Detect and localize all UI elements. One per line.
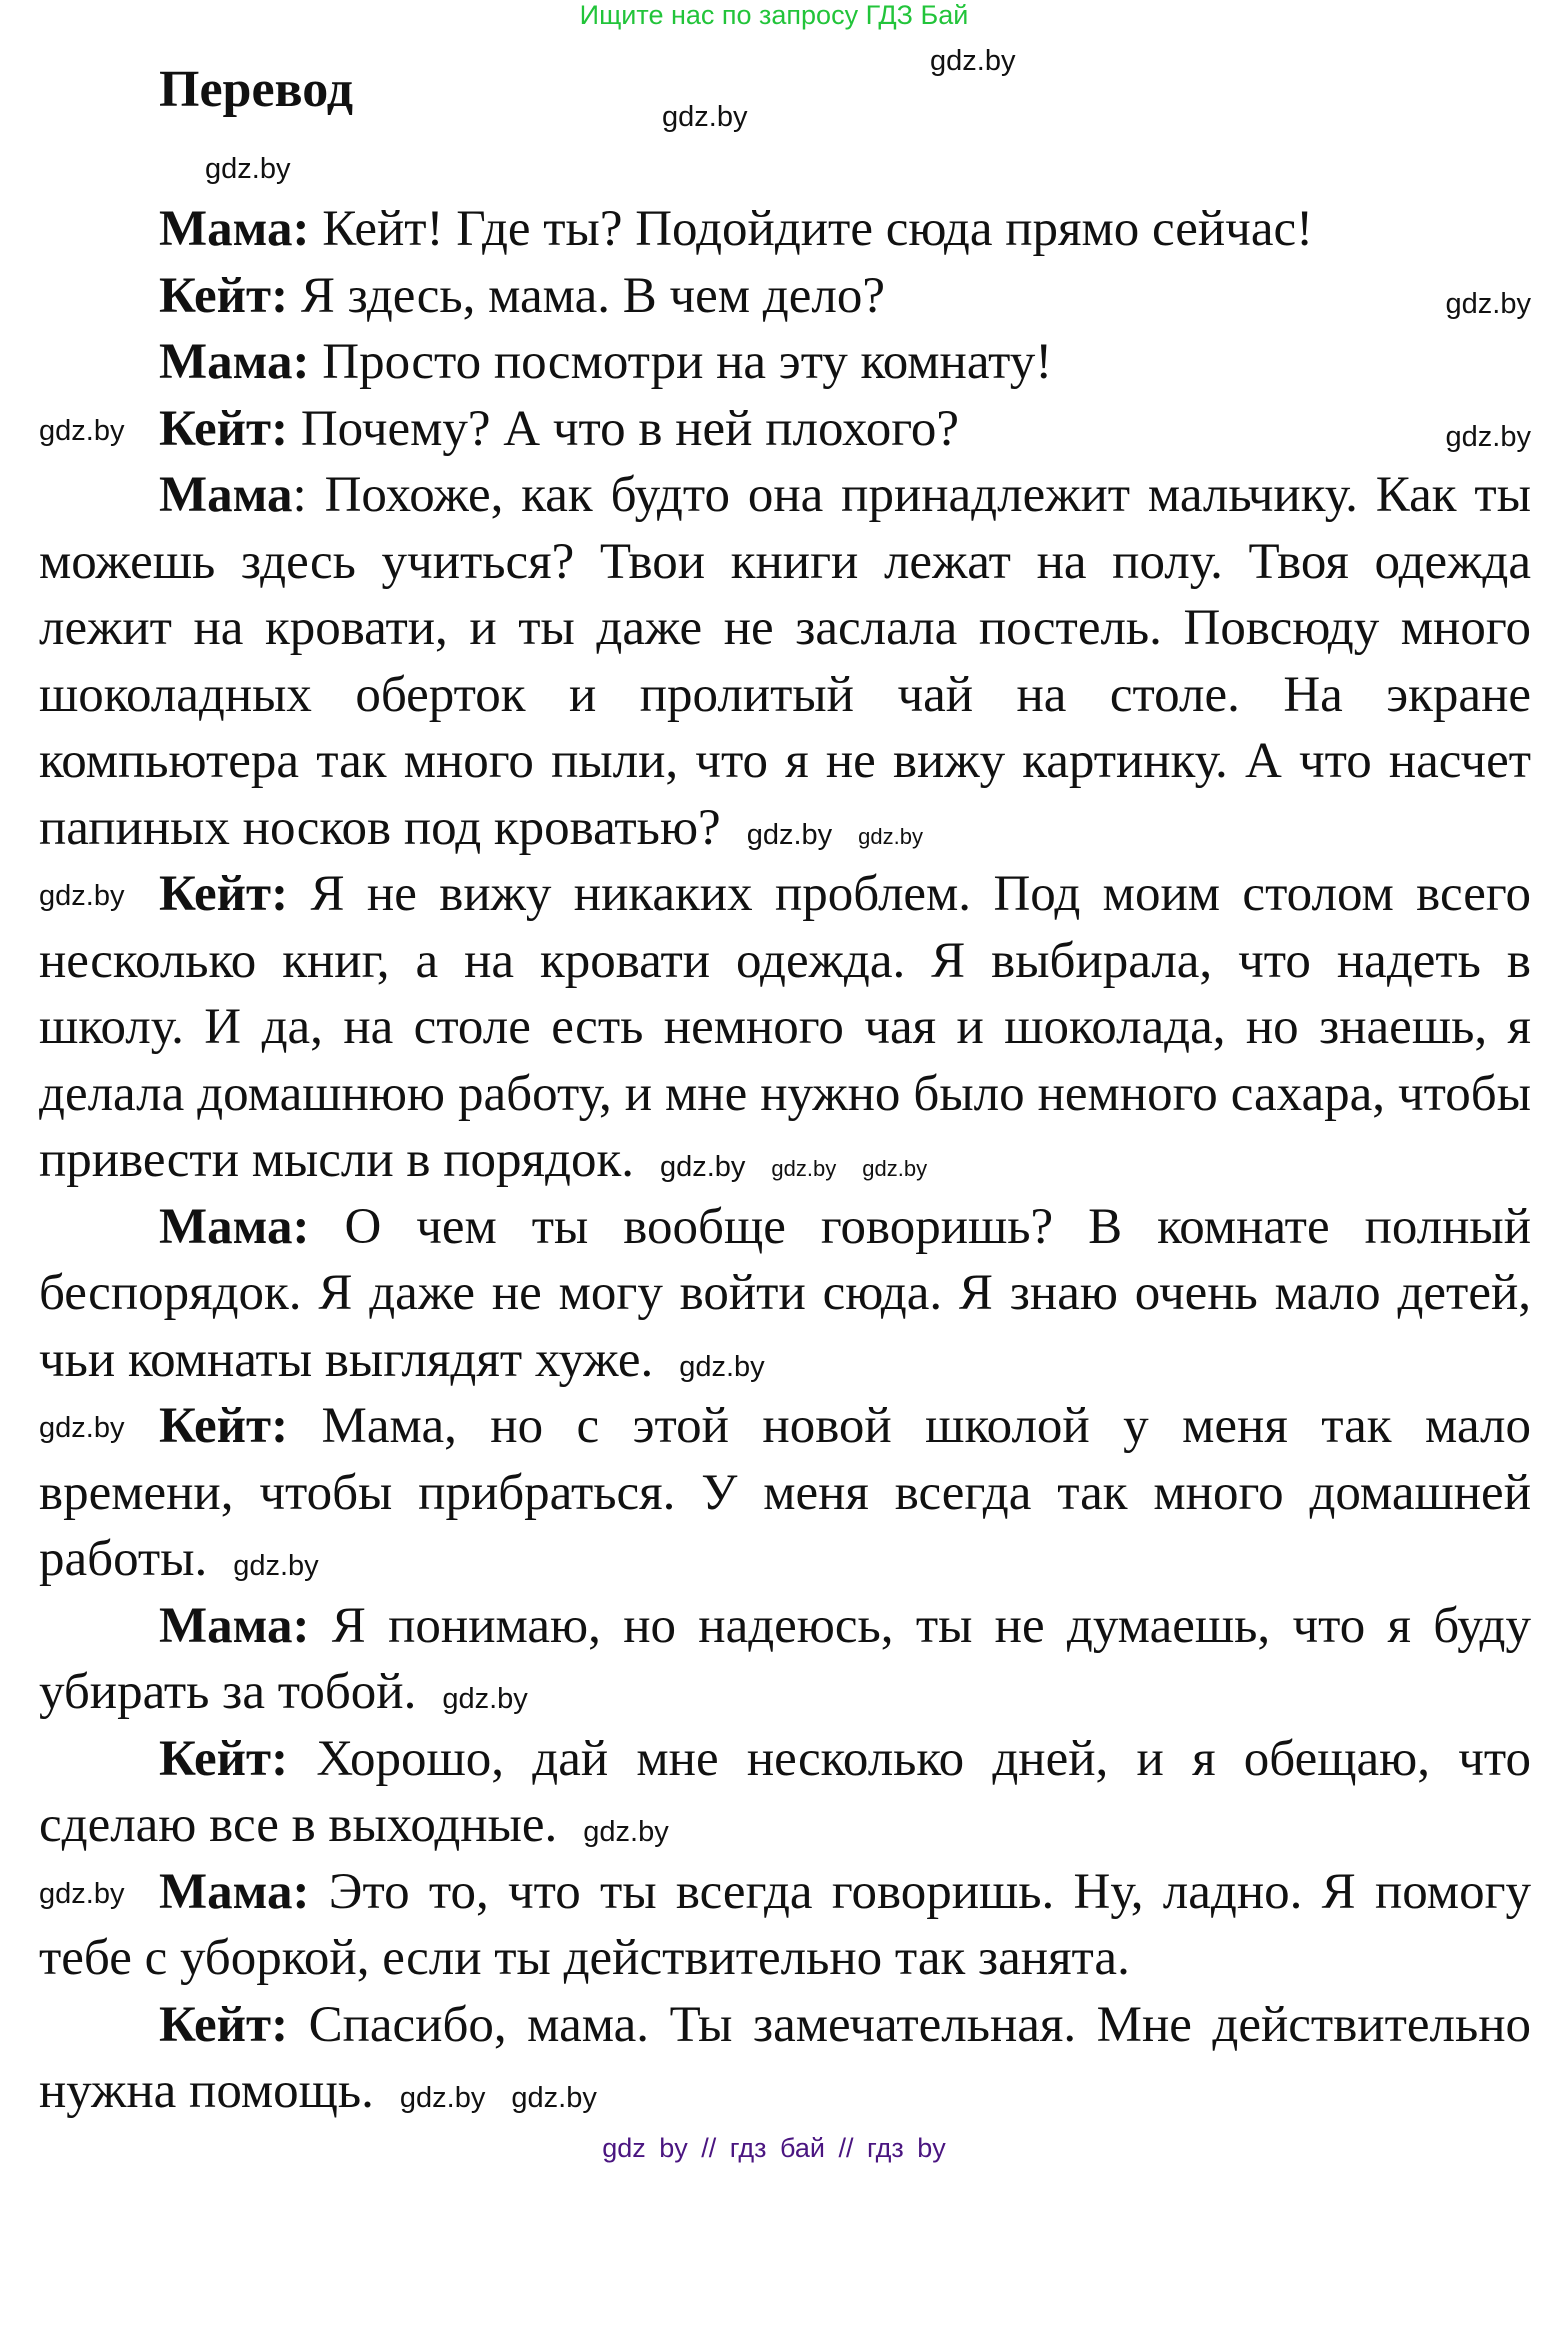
speaker: Мама: <box>159 1597 310 1654</box>
speaker: Мама: <box>159 1863 310 1920</box>
dialogue-line <box>39 396 1531 463</box>
dialogue-line <box>39 196 1531 263</box>
footer-links: gdz by // гдз бай // гдз by <box>602 2132 946 2163</box>
line-text: Кейт! Где ты? Подойдите сюда прямо сейчас! <box>309 201 1314 257</box>
dialogue-line <box>39 861 1531 1194</box>
speaker: Мама <box>159 467 293 523</box>
line-text: Я здесь, мама. В чем дело? <box>288 267 885 324</box>
watermark: gdz.by <box>771 1156 837 1181</box>
watermark: gdz.by <box>399 2082 486 2114</box>
line-text: Я не вижу никаких проблем. Под моим столом всего несколько книг, а на кровати одежда. Я выбирала, что надеть в школу. И да, на столе есть немного чая и шоколада, но знаешь, я делала домашнюю работу, и мне нужно было немного сахара, чтобы привести мысли в порядок. <box>39 866 1531 1188</box>
watermark: gdz.by <box>679 1350 765 1383</box>
watermark: gdz.by <box>39 1412 125 1444</box>
line-text: : Похоже, как будто она принадлежит мальчику. Как ты можешь здесь учиться? Твои книги лежат на полу. Твоя одежда лежит на кровати, и ты даже не заслала постель. Повсюду много шоколадных оберток и пролитый чай на столе. На экране компьютера так много пыли, что я не вижу картинку. А что насчет папиных носков под кроватью? <box>39 467 1531 856</box>
speaker: Кейт: <box>159 1730 289 1787</box>
dialogue-line <box>39 1393 1531 1593</box>
page-title: Перевод <box>159 61 354 118</box>
line-text: Хорошо, дай мне несколько дней, и я обещаю, что сделаю все в выходные. <box>39 1730 1531 1853</box>
watermark: gdz.by <box>442 1683 528 1715</box>
speaker: Кейт: <box>159 1398 289 1454</box>
dialogue-line <box>39 1992 1531 2125</box>
watermark: gdz.by <box>39 880 125 912</box>
line-text: Это то, что ты всегда говоришь. Ну, ладно. Я помогу тебе с уборкой, если ты действительно так занята. <box>39 1863 1531 1986</box>
speaker: Кейт: <box>159 1996 289 2053</box>
watermark: gdz.by <box>858 823 923 849</box>
dialogue-line <box>39 1194 1531 1394</box>
watermark: gdz.by <box>662 101 748 133</box>
line-text: Мама, но с этой новой школой у меня так мало времени, чтобы прибраться. У меня всегда так много домашней работы. <box>39 1398 1531 1587</box>
speaker: Кейт: <box>159 400 289 457</box>
watermark: gdz.by <box>233 1550 319 1582</box>
speaker: Кейт: <box>159 866 289 922</box>
dialogue-line <box>39 329 1531 396</box>
speaker: Мама: <box>159 334 310 390</box>
watermark: gdz.by <box>930 45 1016 77</box>
dialogue-line <box>39 1593 1531 1726</box>
watermark: gdz.by <box>583 1816 669 1848</box>
watermark: gdz.by <box>1445 420 1531 453</box>
line-text: Я понимаю, но надеюсь, ты не думаешь, что я буду убирать за тобой. <box>39 1597 1531 1720</box>
line-text: Почему? А что в ней плохого? <box>288 400 960 457</box>
dialogue-text <box>39 0 1531 2125</box>
line-text: О чем ты вообще говоришь? В комнате полный беспорядок. Я даже не могу войти сюда. Я знаю очень мало детей, чьи комнаты выглядят хуже. <box>39 1198 1531 1388</box>
watermark: gdz.by <box>746 818 833 851</box>
watermark: gdz.by <box>39 1877 125 1910</box>
watermark: gdz.by <box>511 2082 597 2114</box>
speaker: Мама: <box>159 1198 310 1255</box>
dialogue-line <box>39 263 1531 330</box>
dialogue-line <box>39 1859 1531 1992</box>
search-hint-banner: Ищите нас по запросу ГДЗ Бай <box>579 0 969 30</box>
speaker: Мама: <box>159 201 310 257</box>
watermark: gdz.by <box>862 1156 928 1181</box>
watermark: gdz.by <box>1445 287 1531 320</box>
watermark: gdz.by <box>659 1151 746 1183</box>
watermark: gdz.by <box>205 153 291 185</box>
dialogue-line <box>39 462 1531 861</box>
watermark: gdz.by <box>39 414 125 447</box>
speaker: Кейт: <box>159 267 289 324</box>
line-text: Спасибо, мама. Ты замечательная. Мне действительно нужна помощь. <box>39 1996 1531 2119</box>
dialogue-line <box>39 1726 1531 1859</box>
line-text: Просто посмотри на эту комнату! <box>309 334 1053 390</box>
